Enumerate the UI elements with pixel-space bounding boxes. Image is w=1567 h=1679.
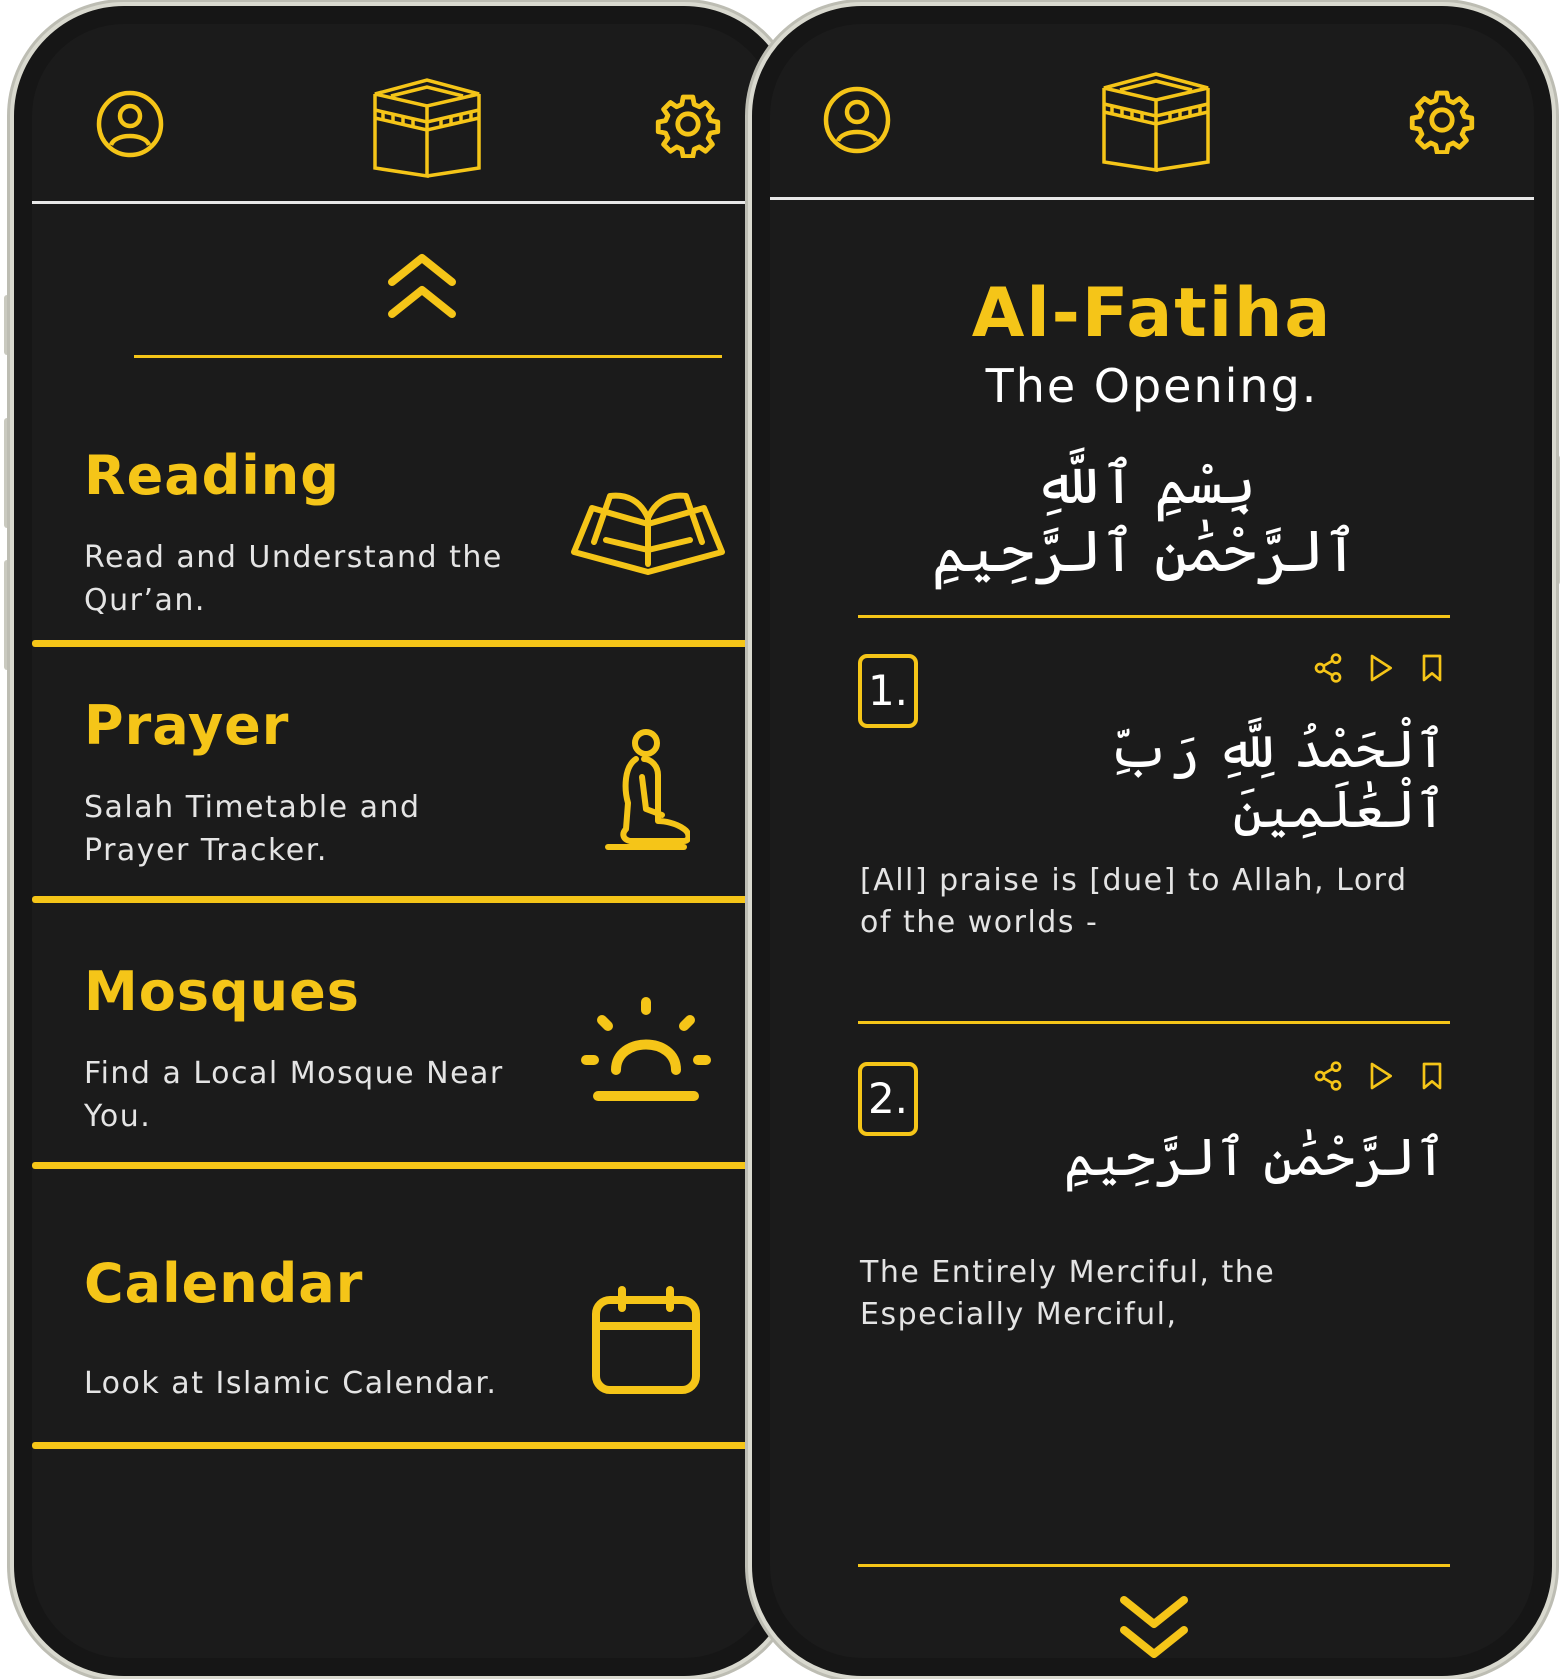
surah-screen-phone [752, 6, 1552, 1676]
chevron-double-down-icon[interactable] [1118, 1592, 1190, 1664]
card-underline [32, 896, 794, 903]
praying-person-icon [602, 729, 690, 853]
card-title: Calendar [84, 1252, 364, 1315]
home-header [32, 24, 776, 204]
left-phone-side-button-2 [4, 418, 11, 528]
sunrise-icon [578, 996, 714, 1106]
user-circle-icon[interactable] [96, 90, 164, 158]
verse-arabic-text: ٱلرَّحْمَٰنِ ٱلرَّحِيمِ [1063, 1128, 1446, 1188]
header-divider [32, 201, 776, 204]
home-screen-phone [14, 6, 794, 1676]
verse-number-badge: 1. [858, 654, 918, 728]
card-description: Find a Local Mosque Near You. [84, 1056, 504, 1134]
verse-actions [1312, 652, 1448, 684]
user-circle-icon[interactable] [823, 86, 891, 154]
card-title: Prayer [84, 694, 290, 757]
bookmark-icon[interactable] [1416, 652, 1448, 684]
surah-header [770, 24, 1534, 200]
surah-subtitle: The Opening. [985, 359, 1319, 413]
gear-icon[interactable] [1408, 86, 1476, 154]
verse-actions [1312, 1060, 1448, 1092]
play-icon[interactable] [1364, 1060, 1396, 1092]
verse-divider [858, 1021, 1450, 1024]
share-icon[interactable] [1312, 652, 1344, 684]
card-underline [32, 1442, 794, 1449]
share-icon[interactable] [1312, 1060, 1344, 1092]
bookmark-icon[interactable] [1416, 1060, 1448, 1092]
bismillah-calligraphy: بِسْمِ ٱللَّهِ ٱلرَّحْمَٰنِ ٱلرَّحِيمِ [931, 449, 1359, 585]
header-divider [770, 197, 1534, 200]
left-phone-side-button-3 [4, 560, 11, 670]
card-title: Reading [84, 444, 340, 507]
calendar-icon [590, 1286, 702, 1396]
verse-translation: The Entirely Merciful, the Especially Merciful, [860, 1255, 1276, 1332]
menu-card-prayer[interactable] [32, 674, 794, 914]
kaaba-icon [1100, 70, 1212, 174]
surah-title: Al-Fatiha [971, 274, 1333, 353]
card-underline [32, 640, 794, 647]
card-description: Salah Timetable and Prayer Tracker. [84, 790, 421, 868]
collapse-divider [134, 355, 722, 358]
gear-icon[interactable] [654, 90, 722, 158]
verse-divider [858, 615, 1450, 618]
menu-card-reading[interactable] [32, 424, 794, 654]
kaaba-icon [371, 76, 483, 180]
card-description: Look at Islamic Calendar. [84, 1366, 498, 1401]
open-book-icon [570, 484, 726, 576]
menu-card-calendar[interactable] [32, 1204, 794, 1464]
menu-card-mosques[interactable] [32, 934, 794, 1184]
card-description: Read and Understand the Qur’an. [84, 540, 503, 618]
left-phone-side-button-1 [4, 295, 11, 355]
verse-number-badge: 2. [858, 1062, 918, 1136]
bottom-divider [858, 1564, 1450, 1567]
verse-arabic-text: ٱلْحَمْدُ لِلَّهِ رَبِّ ٱلْعَٰلَمِينَ [1108, 720, 1446, 840]
chevron-double-up-icon[interactable] [386, 252, 458, 324]
right-phone-side-button [1553, 455, 1560, 585]
play-icon[interactable] [1364, 652, 1396, 684]
card-title: Mosques [84, 960, 360, 1023]
card-underline [32, 1162, 794, 1169]
verse-translation: [All] praise is [due] to Allah, Lord of the worlds - [860, 863, 1408, 940]
